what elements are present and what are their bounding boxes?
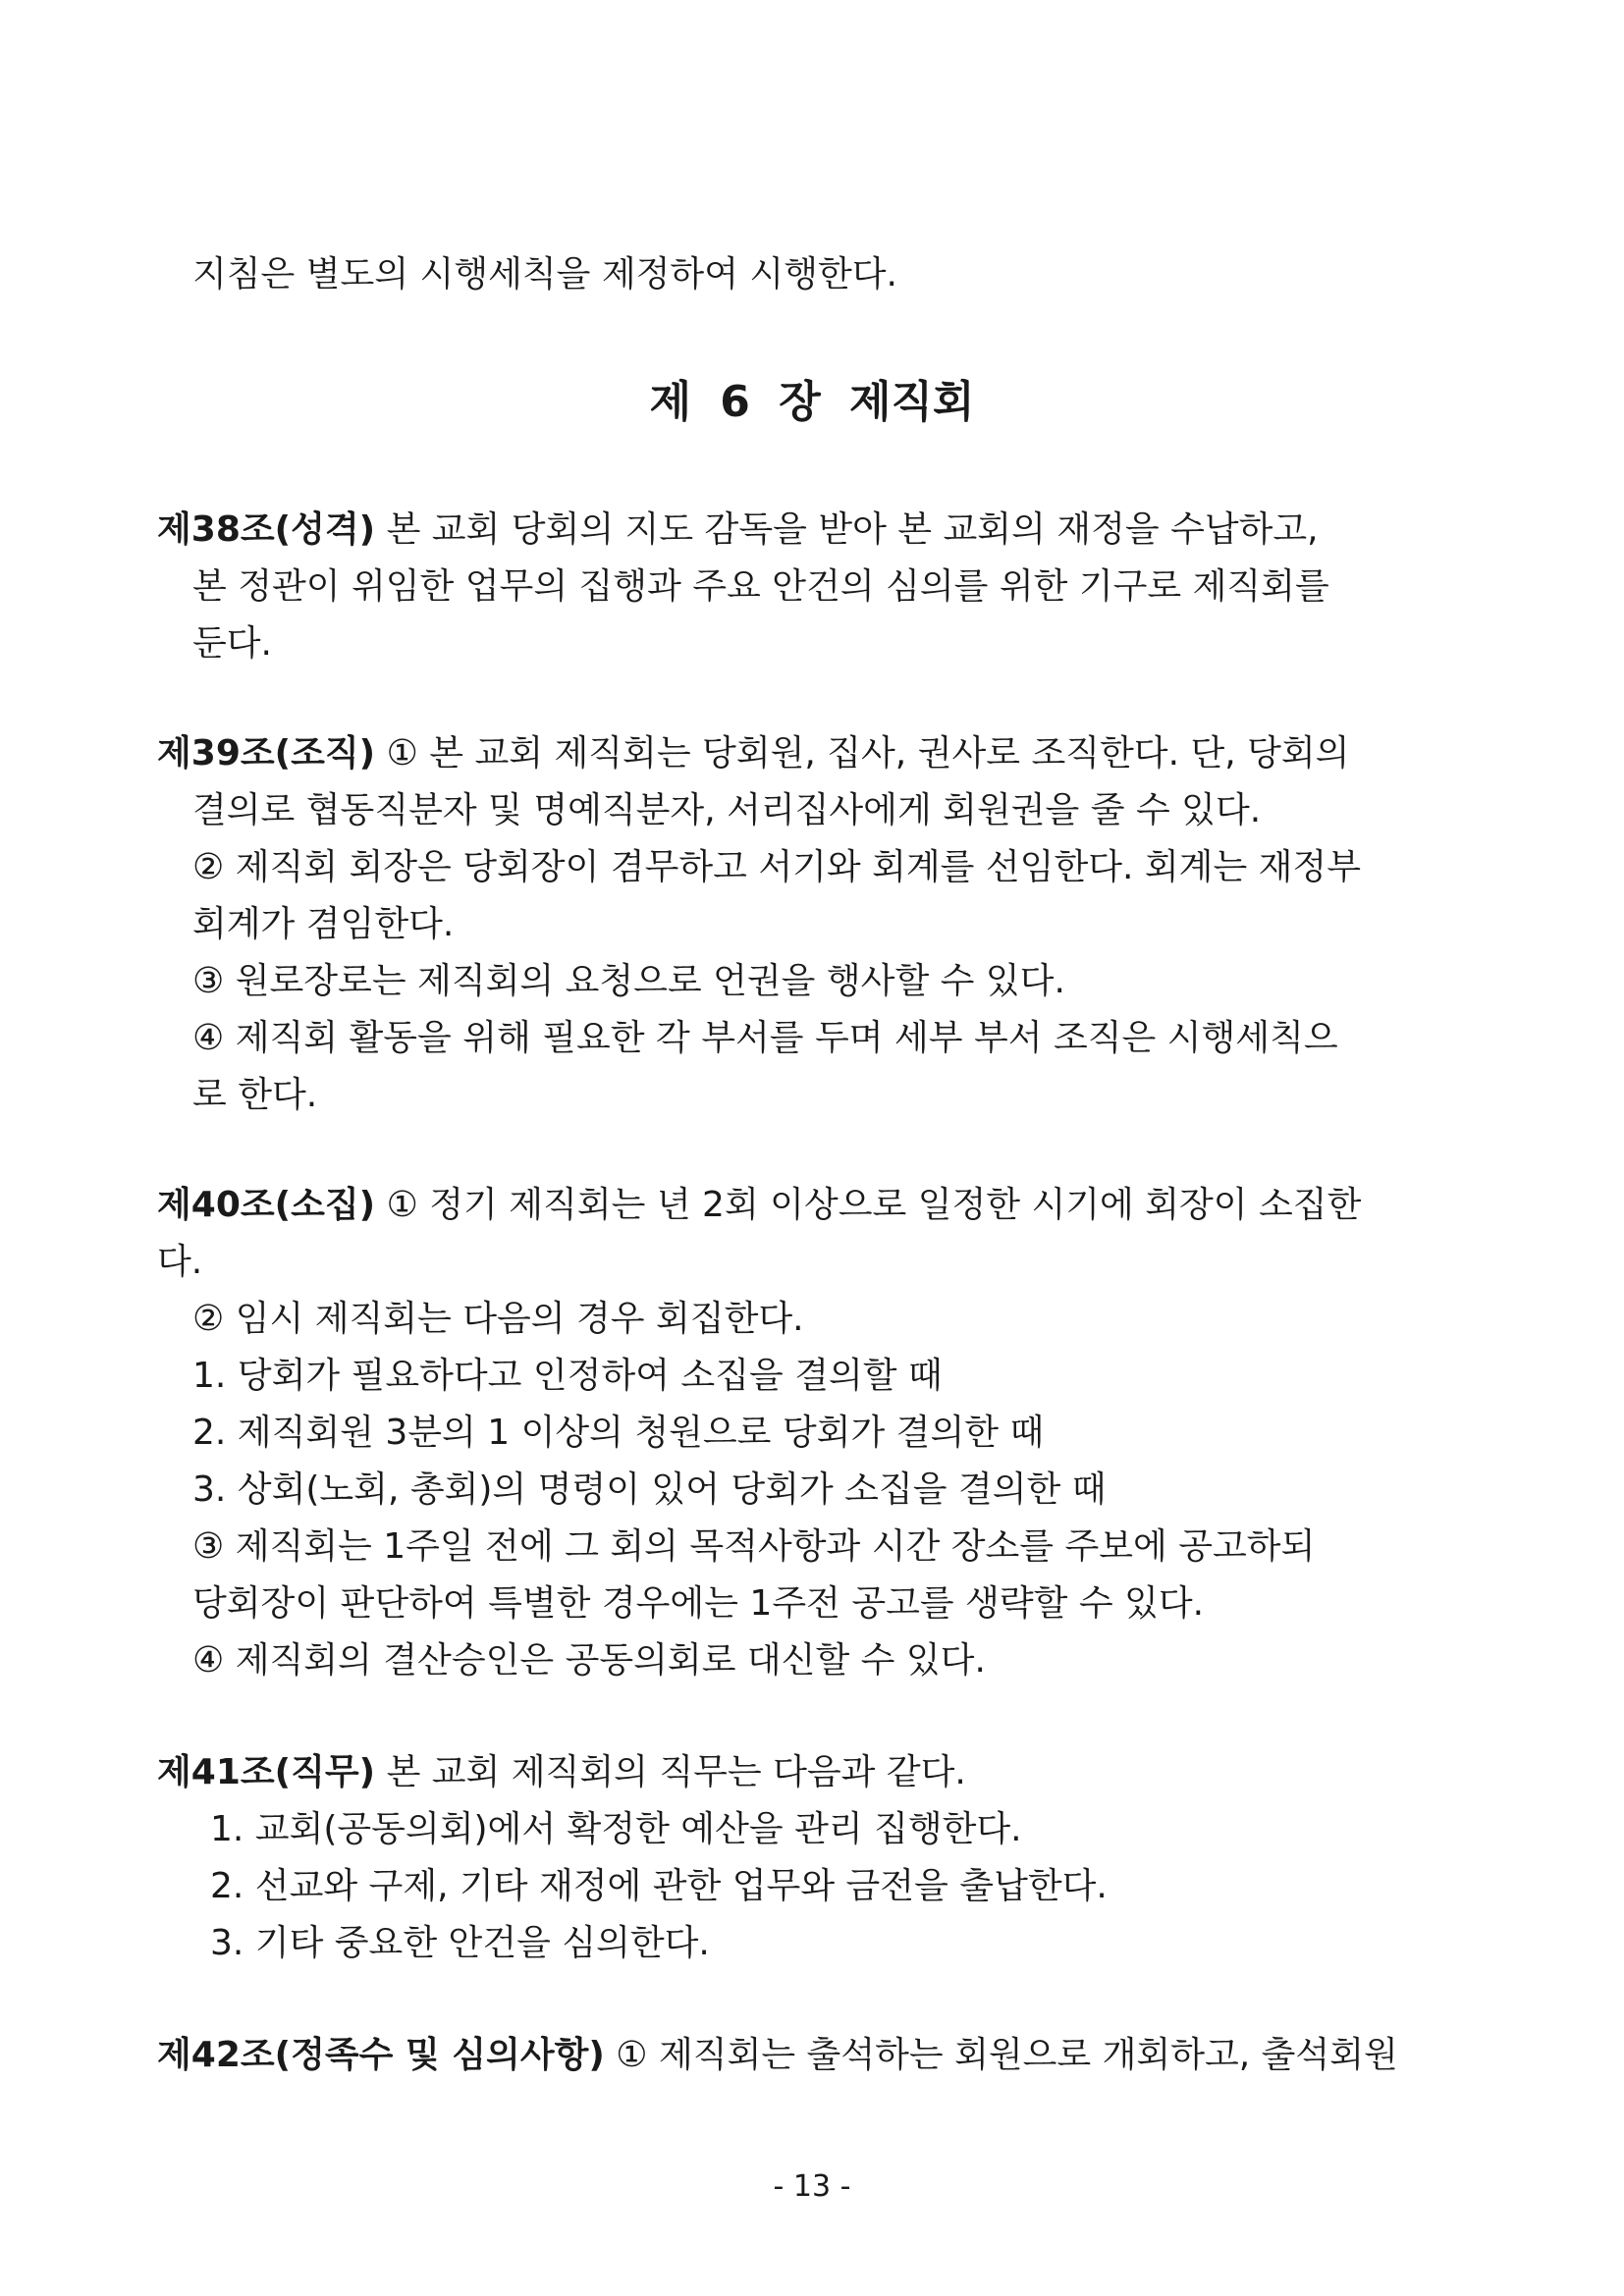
article-40-line: 3. 상회(노회, 총회)의 명령이 있어 당회가 소집을 결의한 때 (192, 1469, 1107, 1510)
article-42-text: ① 제직회는 출석하는 회원으로 개회하고, 출석회원 (616, 2035, 1398, 2075)
article-40-line: ③ 제직회는 1주일 전에 그 회의 목적사항과 시간 장소를 주보에 공고하되 (192, 1526, 1316, 1567)
article-42-first-line (157, 2034, 1398, 2077)
page-number: - 13 - (773, 2169, 851, 2204)
article-39-line: ② 제직회 회장은 당회장이 겸무하고 서기와 회계를 선임한다. 회계는 재정부 (192, 847, 1361, 887)
article-39-line: 로 한다. (192, 1075, 318, 1115)
article-39-heading: 제39조(조직) (157, 733, 376, 774)
article-38-line: 둔다. (192, 623, 272, 664)
article-38-line: 본 정관이 위임한 업무의 집행과 주요 안건의 심의를 위한 기구로 제직회를 (192, 566, 1329, 607)
article-40-line: ② 임시 제직회는 다음의 경우 회집한다. (192, 1299, 804, 1339)
article-39-first-line (157, 732, 1349, 775)
article-41-heading: 제41조(직무) (157, 1752, 376, 1792)
article-42-heading: 제42조(정족수 및 심의사항) (157, 2035, 605, 2075)
article-40-heading: 제40조(소집) (157, 1185, 376, 1225)
article-41-first-line (157, 1751, 966, 1794)
article-39-line: ③ 원로장로는 제직회의 요청으로 언권을 행사할 수 있다. (192, 961, 1065, 1001)
article-41-text: 본 교회 제직회의 직무는 다음과 같다. (386, 1752, 966, 1792)
article-39-line: ④ 제직회 활동을 위해 필요한 각 부서를 두며 세부 부서 조직은 시행세칙으 (192, 1018, 1338, 1058)
article-41-line: 1. 교회(공동의회)에서 확정한 예산을 관리 집행한다. (210, 1809, 1022, 1849)
article-38-first-line (157, 508, 1319, 552)
article-38-text: 본 교회 당회의 지도 감독을 받아 본 교회의 재정을 수납하고, (386, 509, 1319, 550)
article-41-line: 3. 기타 중요한 안건을 심의한다. (210, 1923, 710, 1963)
article-38-heading: 제38조(성격) (157, 509, 376, 550)
article-40-text: ① 정기 제직회는 년 2회 이상으로 일정한 시기에 회장이 소집한 (386, 1185, 1362, 1225)
article-39-text: ① 본 교회 제직회는 당회원, 집사, 권사로 조직한다. 단, 당회의 (386, 733, 1350, 774)
article-40-line: 2. 제직회원 3분의 1 이상의 청원으로 당회가 결의한 때 (192, 1413, 1045, 1453)
article-40-line: 당회장이 판단하여 특별한 경우에는 1주전 공고를 생략할 수 있다. (192, 1583, 1205, 1624)
article-40-first-line (157, 1184, 1361, 1227)
article-39-line: 회계가 겸임한다. (192, 904, 455, 944)
article-40-line: ④ 제직회의 결산승인은 공동의회로 대신할 수 있다. (192, 1640, 986, 1681)
article-39-line: 결의로 협동직분자 및 명예직분자, 서리집사에게 회원권을 줄 수 있다. (192, 790, 1262, 830)
chapter-title: 제 6 장 제직회 (649, 377, 975, 427)
article-40-line: 1. 당회가 필요하다고 인정하여 소집을 결의할 때 (192, 1356, 943, 1396)
article-40-line: 다. (157, 1242, 203, 1282)
article-41-line: 2. 선교와 구제, 기타 재정에 관한 업무와 금전을 출납한다. (210, 1866, 1108, 1906)
continuation-line: 지침은 별도의 시행세칙을 제정하여 시행한다. (192, 254, 897, 294)
